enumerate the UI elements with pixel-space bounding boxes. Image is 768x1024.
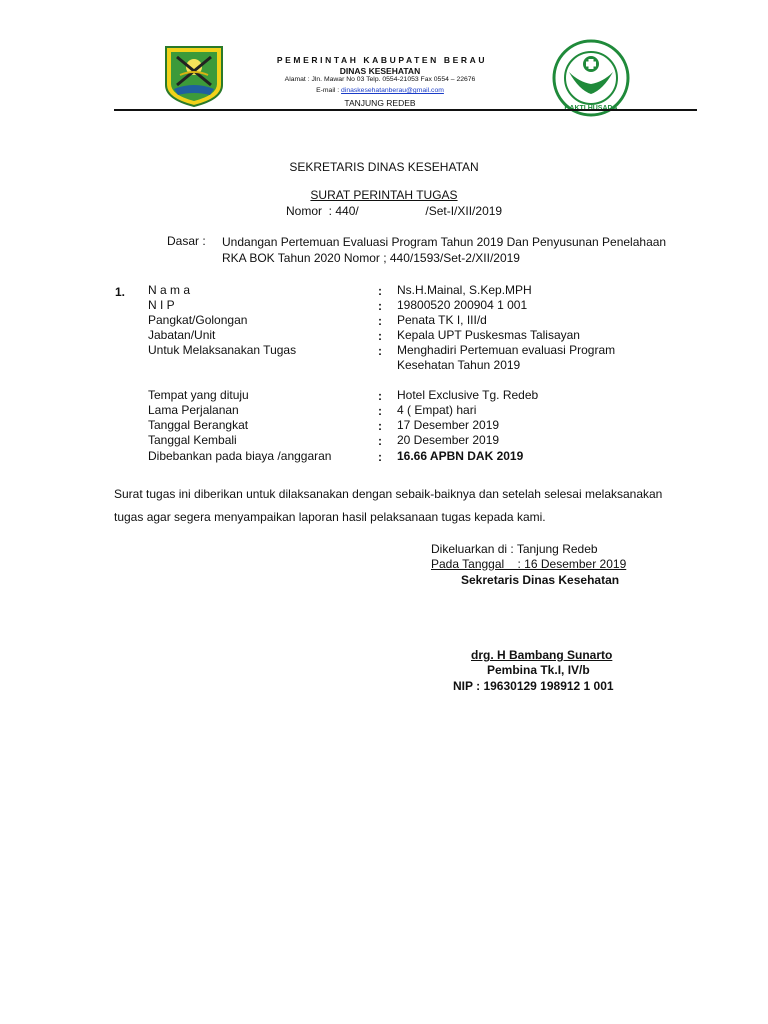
document-number: Nomor : 440/ /Set-I/XII/2019 [286,204,503,218]
signer-name: drg. H Bambang Sunarto [471,648,613,662]
field-value-pangkat: Penata TK I, III/d [397,313,487,327]
item-number: 1. [115,285,126,299]
field-colon: : [378,419,382,433]
field-value-kembali: 20 Desember 2019 [397,433,500,447]
letterhead-address: Alamat : Jln. Mawar No 03 Telp. 0554-21053 Fax 0554 – 22676 [284,76,476,83]
field-value-berangkat: 17 Desember 2019 [397,418,500,432]
field-label-tempat: Tempat yang dituju [148,388,249,402]
field-colon: : [378,314,382,328]
field-colon: : [378,434,382,448]
dasar-label: Dasar : [167,234,206,248]
field-colon: : [378,450,382,464]
letterhead-government: PEMERINTAH KABUPATEN BERAU [276,55,488,65]
field-colon: : [378,389,382,403]
letterhead-department: DINAS KESEHATAN [339,66,421,76]
field-value-lama: 4 ( Empat) hari [397,403,477,417]
letterhead-email-line [0,87,764,94]
field-label-kembali: Tanggal Kembali [148,433,237,447]
document-subtitle: SURAT PERINTAH TUGAS [310,188,458,202]
dasar-text [222,234,692,266]
field-value-jabatan: Kepala UPT Puskesmas Talisayan [397,328,580,342]
signer-nip: NIP : 19630129 198912 1 001 [453,679,614,693]
dasar-line-2: RKA BOK Tahun 2020 Nomor ; 440/1593/Set-2/XII/2019 [222,251,520,265]
field-label-lama: Lama Perjalanan [148,403,239,417]
field-value-anggaran: 16.66 APBN DAK 2019 [397,449,524,463]
field-label-nip: N I P [148,298,175,312]
field-label-berangkat: Tanggal Berangkat [148,418,249,432]
issued-at: Dikeluarkan di : Tanjung Redeb [431,542,598,556]
field-value-nama: Ns.H.Mainal, S.Kep.MPH [397,283,532,297]
dasar-line-1: Undangan Pertemuan Evaluasi Program Tahun 2019 Dan Penyusunan Penelahaan [222,235,667,249]
field-colon: : [378,404,382,418]
letterhead-city: TANJUNG REDEB [344,98,416,108]
field-value-nip: 19800520 200904 1 001 [397,298,528,312]
closing-paragraph-line-1: Surat tugas ini diberikan untuk dilaksanakan dengan sebaik-baiknya dan setelah selesai melaksanakan [114,487,663,501]
field-label-tugas: Untuk Melaksanakan Tugas [148,343,297,357]
field-value-tugas-line-2: Kesehatan Tahun 2019 [397,358,521,372]
field-label-nama: N a m a [148,283,191,297]
signer-rank: Pembina Tk.I, IV/b [487,663,590,677]
field-colon: : [378,329,382,343]
field-label-pangkat: Pangkat/Golongan [148,313,248,327]
issued-date: Pada Tanggal : 16 Desember 2019 [431,557,627,571]
field-label-anggaran: Dibebankan pada biaya /anggaran [148,449,332,463]
field-value-tugas-line-1: Menghadiri Pertemuan evaluasi Program [397,343,616,357]
field-value-tugas [397,343,615,373]
email-prefix: E-mail : [316,87,342,94]
closing-paragraph-line-2: tugas agar segera menyampaikan laporan hasil pelaksanaan tugas kepada kami. [114,510,546,524]
header-divider [114,109,697,111]
field-label-jabatan: Jabatan/Unit [148,328,216,342]
field-colon: : [378,284,382,298]
document-title: SEKRETARIS DINAS KESEHATAN [289,160,479,174]
field-colon: : [378,299,382,313]
closing-paragraph [114,483,704,529]
email-link[interactable]: dinaskesehatanberau@gmail.com [341,87,444,94]
field-value-tempat: Hotel Exclusive Tg. Redeb [397,388,539,402]
field-colon: : [378,344,382,358]
signer-office: Sekretaris Dinas Kesehatan [461,573,620,587]
